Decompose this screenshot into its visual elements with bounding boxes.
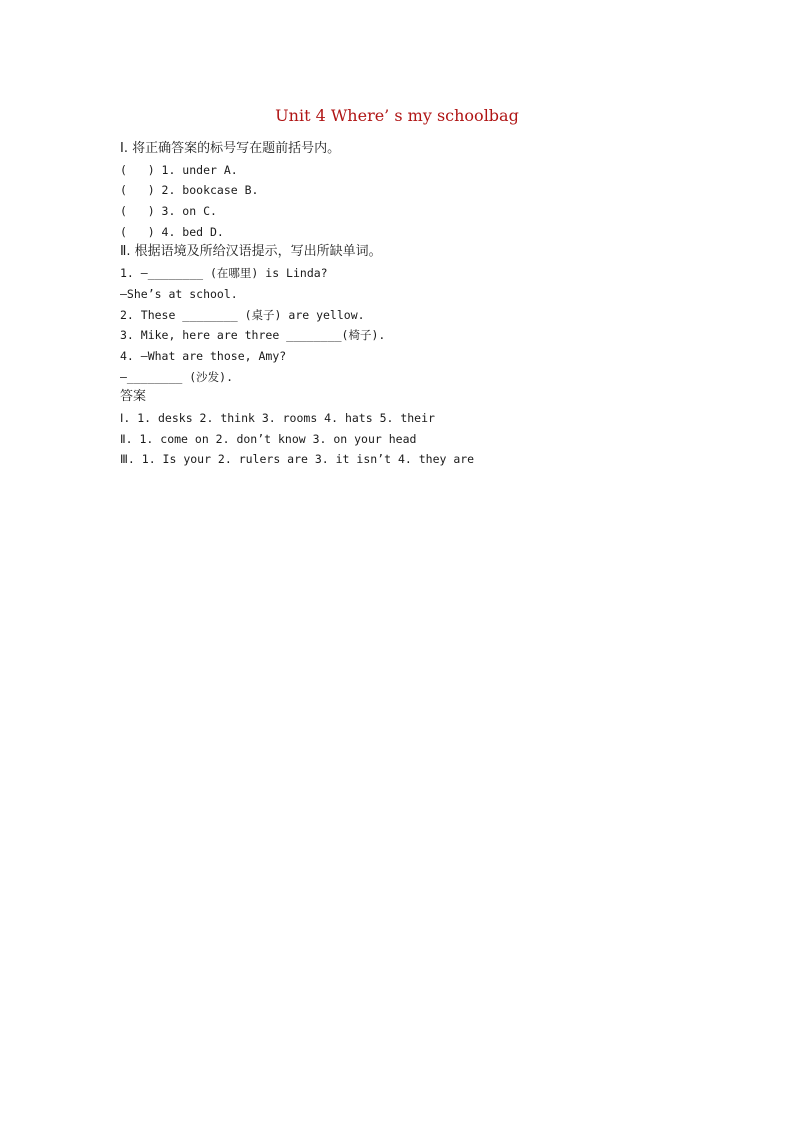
section-2-item: 1. —________ (在哪里) is Linda? [120,266,328,281]
answer-line: Ⅰ. 1. desks 2. think 3. rooms 4. hats 5. their [120,410,435,425]
section-2-item: —________ (沙发). [120,369,234,384]
answer-line: Ⅱ. 1. come on 2. don’t know 3. on your head [120,431,417,446]
section-2-heading: Ⅱ. 根据语境及所给汉语提示，写出所缺单词。 [120,244,382,260]
answers-heading: 答案 [120,389,147,405]
section-1-item: ( ) 1. under A. [120,162,238,177]
document-title: Unit 4 Where’ s my schoolbag [275,106,519,125]
section-1-item: ( ) 2. bookcase B. [120,183,259,198]
section-2-item: 4. —What are those, Amy? [120,348,287,363]
section-1-item: ( ) 4. bed D. [120,224,224,239]
section-1-item: ( ) 3. on C. [120,204,217,219]
document-body [120,139,680,470]
section-2-item: —She’s at school. [120,286,238,301]
section-2-item: 2. These ________ (桌子) are yellow. [120,307,365,322]
section-2-item: 3. Mike, here are three ________(椅子). [120,328,386,343]
answer-line: Ⅲ. 1. Is your 2. rulers are 3. it isn’t 4. they are [120,452,475,467]
section-1-heading: Ⅰ. 将正确答案的标号写在题前括号内。 [120,141,341,156]
